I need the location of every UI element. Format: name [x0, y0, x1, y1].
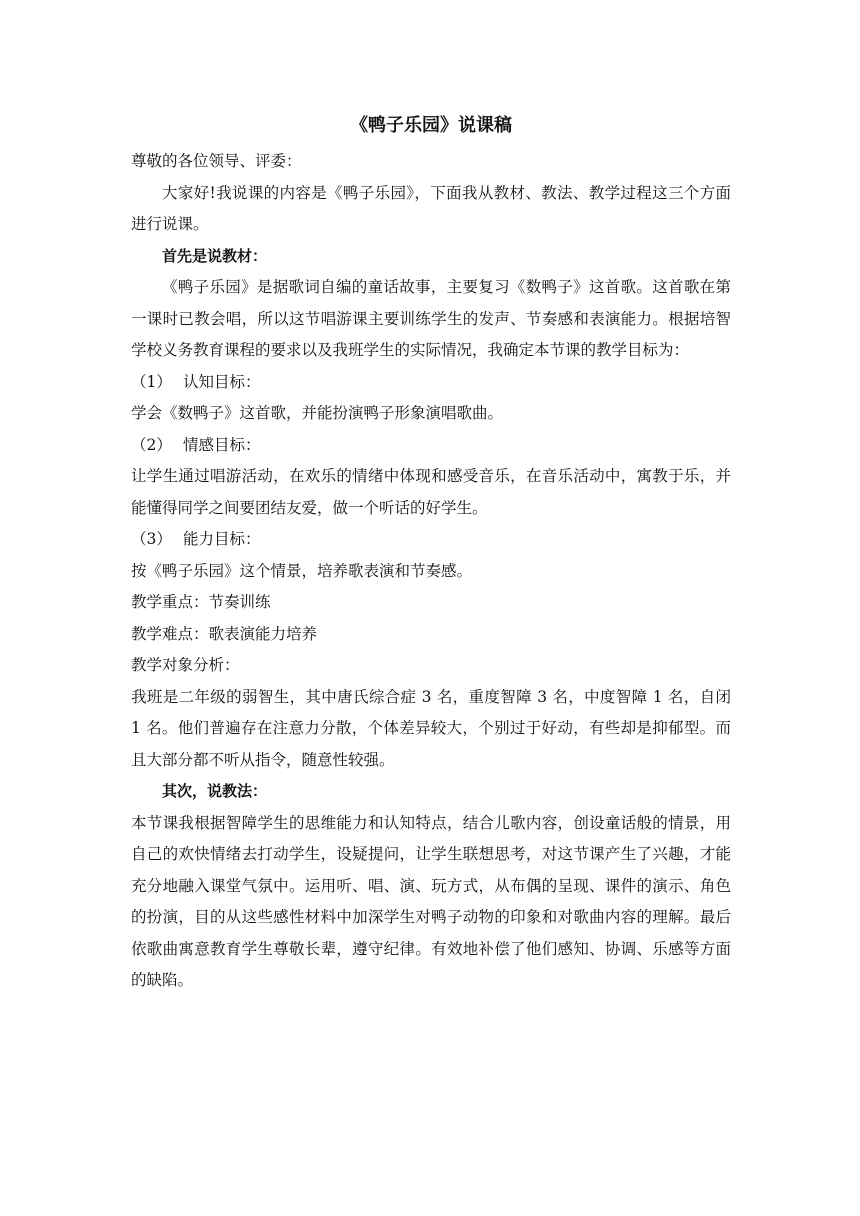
goal-text-1: 学会《数鸭子》这首歌，并能扮演鸭子形象演唱歌曲。 — [131, 404, 504, 422]
section-heading-materials — [131, 241, 731, 273]
key-point: 教学重点：节奏训练 — [131, 593, 271, 611]
goal-heading-1 — [131, 367, 731, 399]
document-body — [131, 112, 731, 997]
section-heading-text: 首先是说教材： — [162, 246, 268, 265]
goal-label: 情感目标： — [183, 435, 261, 454]
section-heading-text: 其次，说教法： — [162, 782, 268, 800]
methods-paragraph: 本节课我根据智障学生的思维能力和认知特点，结合儿歌内容，创设童话般的情景，用自己的欢快情绪去打动学生，设疑提问，让学生联想思考，对这节课产生了兴趣，才能充分地融入课堂气氛中。运用听、唱、演、玩方式，从布偶的呈现、课件的演示、角色的扮演，目的从这些感性材料中加深学生对鸭子动物的印象和对歌曲内容的理解。最后依歌曲寓意教育学生尊敬长辈，遵守纪律。有效地补偿了他们感知、协调、乐感等方面的缺陷。 — [131, 813, 731, 989]
goal-text-2: 让学生通过唱游活动，在欢乐的情绪中体现和感受音乐，在音乐活动中，寓教于乐，并能懂得同学之间要团结友爱，做一个听话的好学生。 — [131, 467, 731, 517]
materials-paragraph: 《鸭子乐园》是据歌词自编的童话故事，主要复习《数鸭子》这首歌。这首歌在第一课时已教会唱，所以这节唱游课主要训练学生的发声、节奏感和表演能力。根据培智学校义务教育课程的要求以及我班学生的实际情况，我确定本节课的教学目标为： — [131, 278, 731, 359]
difficulty: 教学难点：歌表演能力培养 — [131, 624, 318, 643]
goal-text-3: 按《鸭子乐园》这个情景，培养歌表演和节奏感。 — [131, 561, 473, 580]
analysis-label: 教学对象分析： — [131, 656, 240, 674]
goal-number: （1） — [131, 372, 172, 391]
goal-number: （3） — [131, 530, 172, 548]
salutation: 尊敬的各位领导、评委： — [131, 152, 302, 170]
goal-label: 认知目标： — [183, 372, 261, 391]
intro-paragraph: 大家好!我说课的内容是《鸭子乐园》，下面我从教材、教法、教学过程这三个方面进行说课。 — [131, 183, 731, 233]
section-heading-methods — [131, 776, 731, 808]
goal-number: （2） — [131, 435, 172, 454]
goal-heading-3 — [131, 524, 731, 556]
document-title: 《鸭子乐园》说课稿 — [350, 115, 512, 136]
analysis-paragraph: 我班是二年级的弱智生，其中唐氏综合症 3 名，重度智障 3 名，中度智障 1 名，自闭 1 名。他们普遍存在注意力分散，个体差异较大，个别过于好动，有些却是抑郁型。而且大部分都不听从指令，随意性较强。 — [131, 687, 731, 769]
goal-label: 能力目标： — [183, 530, 261, 548]
goal-heading-2 — [131, 430, 731, 462]
